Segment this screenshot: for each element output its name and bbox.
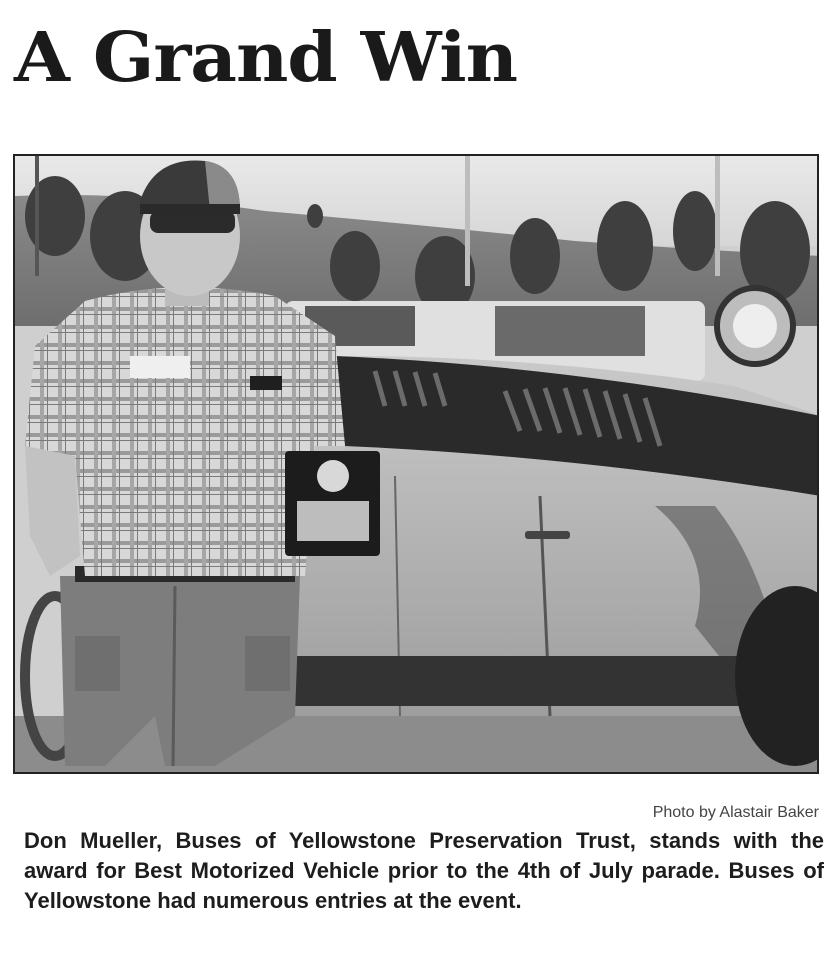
photo-credit: Photo by Alastair Baker <box>652 804 819 821</box>
article-photo <box>13 154 819 774</box>
photo-caption: Don Mueller, Buses of Yellowstone Preservation Trust, stands with the award for Best Motorized Vehicle prior to the 4th of July parade. Buses of Yellowstone had numerous entries at the event. <box>24 828 824 913</box>
headline: A Grand Win <box>14 18 517 98</box>
